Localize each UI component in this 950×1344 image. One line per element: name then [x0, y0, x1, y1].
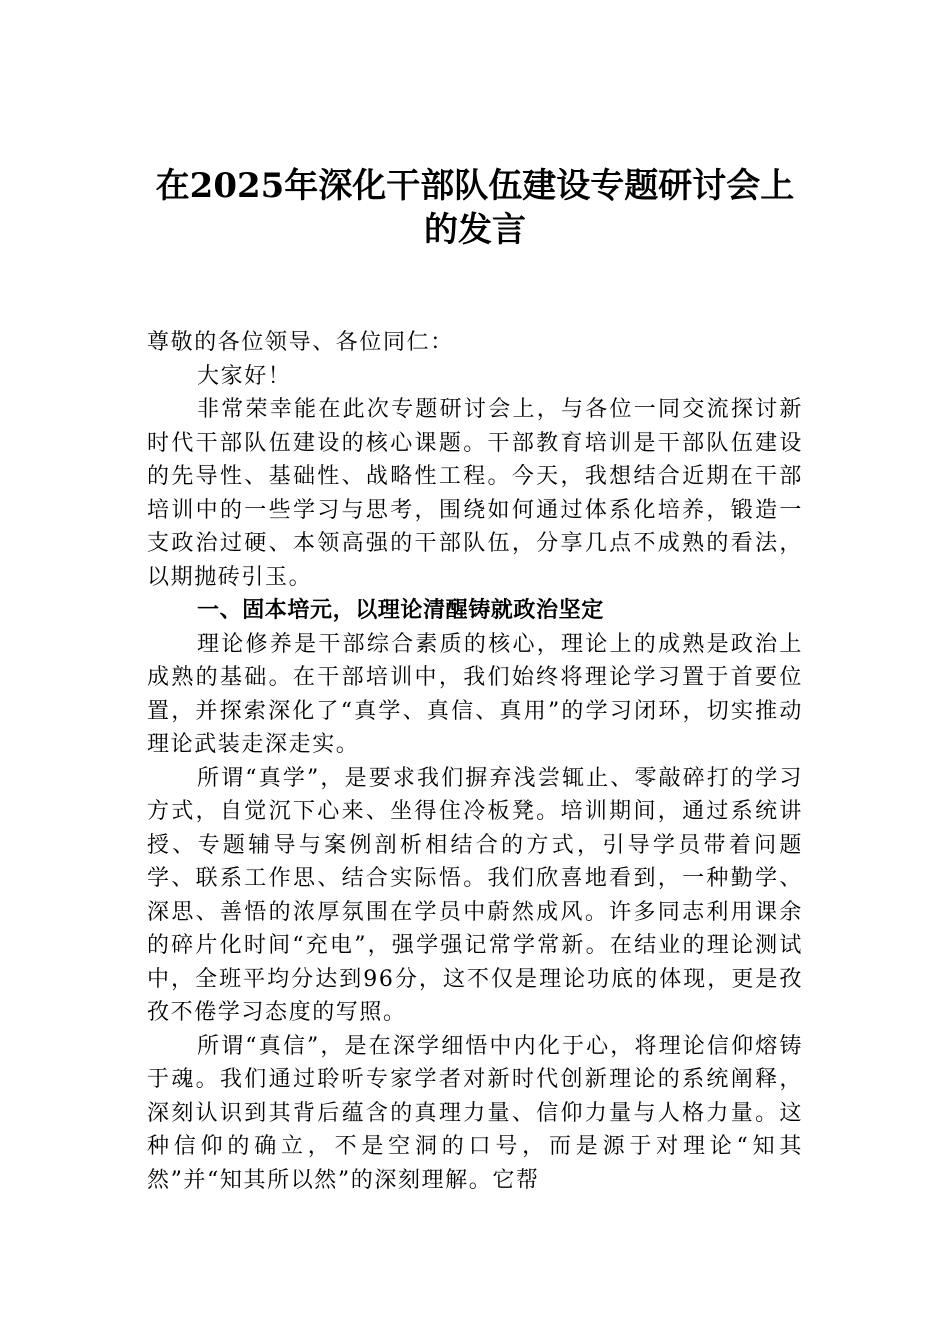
- document-title-line-2: 的发言: [424, 210, 526, 250]
- paragraph-true-belief: 所谓“真信”，是在深学细悟中内化于心，将理论信仰熔铸于魂。我们通过聆听专家学者对新时代创新理论的系统阐释，深刻认识到其背后蕴含的真理力量、信仰力量与人格力量。这种信仰的确立，不是空洞的口号，而是源于对理论“知其然”并“知其所以然”的深刻理解。它帮: [147, 1033, 803, 1193]
- paragraph-true-study: 所谓“真学”，是要求我们摒弃浅尝辄止、零敲碎打的学习方式，自觉沉下心来、坐得住冷板凳。培训期间，通过系统讲授、专题辅导与案例剖析相结合的方式，引导学员带着问题学、联系工作思、结合实际悟。我们欣喜地看到，一种勤学、深思、善悟的浓厚氛围在学员中蔚然成风。许多同志利用课余的碎片化时间“充电”，强学强记常学常新。在结业的理论测试中，全班平均分达到96分，这不仅是理论功底的体现，更是孜孜不倦学习态度的写照。: [147, 765, 803, 1025]
- paragraph-theory: 理论修养是干部综合素质的核心，理论上的成熟是政治上成熟的基础。在干部培训中，我们始终将理论学习置于首要位置，并探索深化了“真学、真信、真用”的学习闭环，切实推动理论武装走深走实。: [147, 631, 803, 757]
- salutation: 尊敬的各位领导、各位同仁：: [147, 330, 454, 355]
- document-title-line-1: 在2025年深化干部队伍建设专题研讨会上: [155, 166, 795, 206]
- document-body: [147, 326, 803, 1197]
- section-heading-1: 一、固本培元，以理论清醒铸就政治坚定: [197, 598, 604, 623]
- paragraph-intro: 非常荣幸能在此次专题研讨会上，与各位一同交流探讨新时代干部队伍建设的核心课题。干部教育培训是干部队伍建设的先导性、基础性、战略性工程。今天，我想结合近期在干部培训中的一些学习与思考，围绕如何通过体系化培养，锻造一支政治过硬、本领高强的干部队伍，分享几点不成熟的看法，以期抛砖引玉。: [147, 397, 803, 590]
- greeting: 大家好！: [197, 363, 292, 389]
